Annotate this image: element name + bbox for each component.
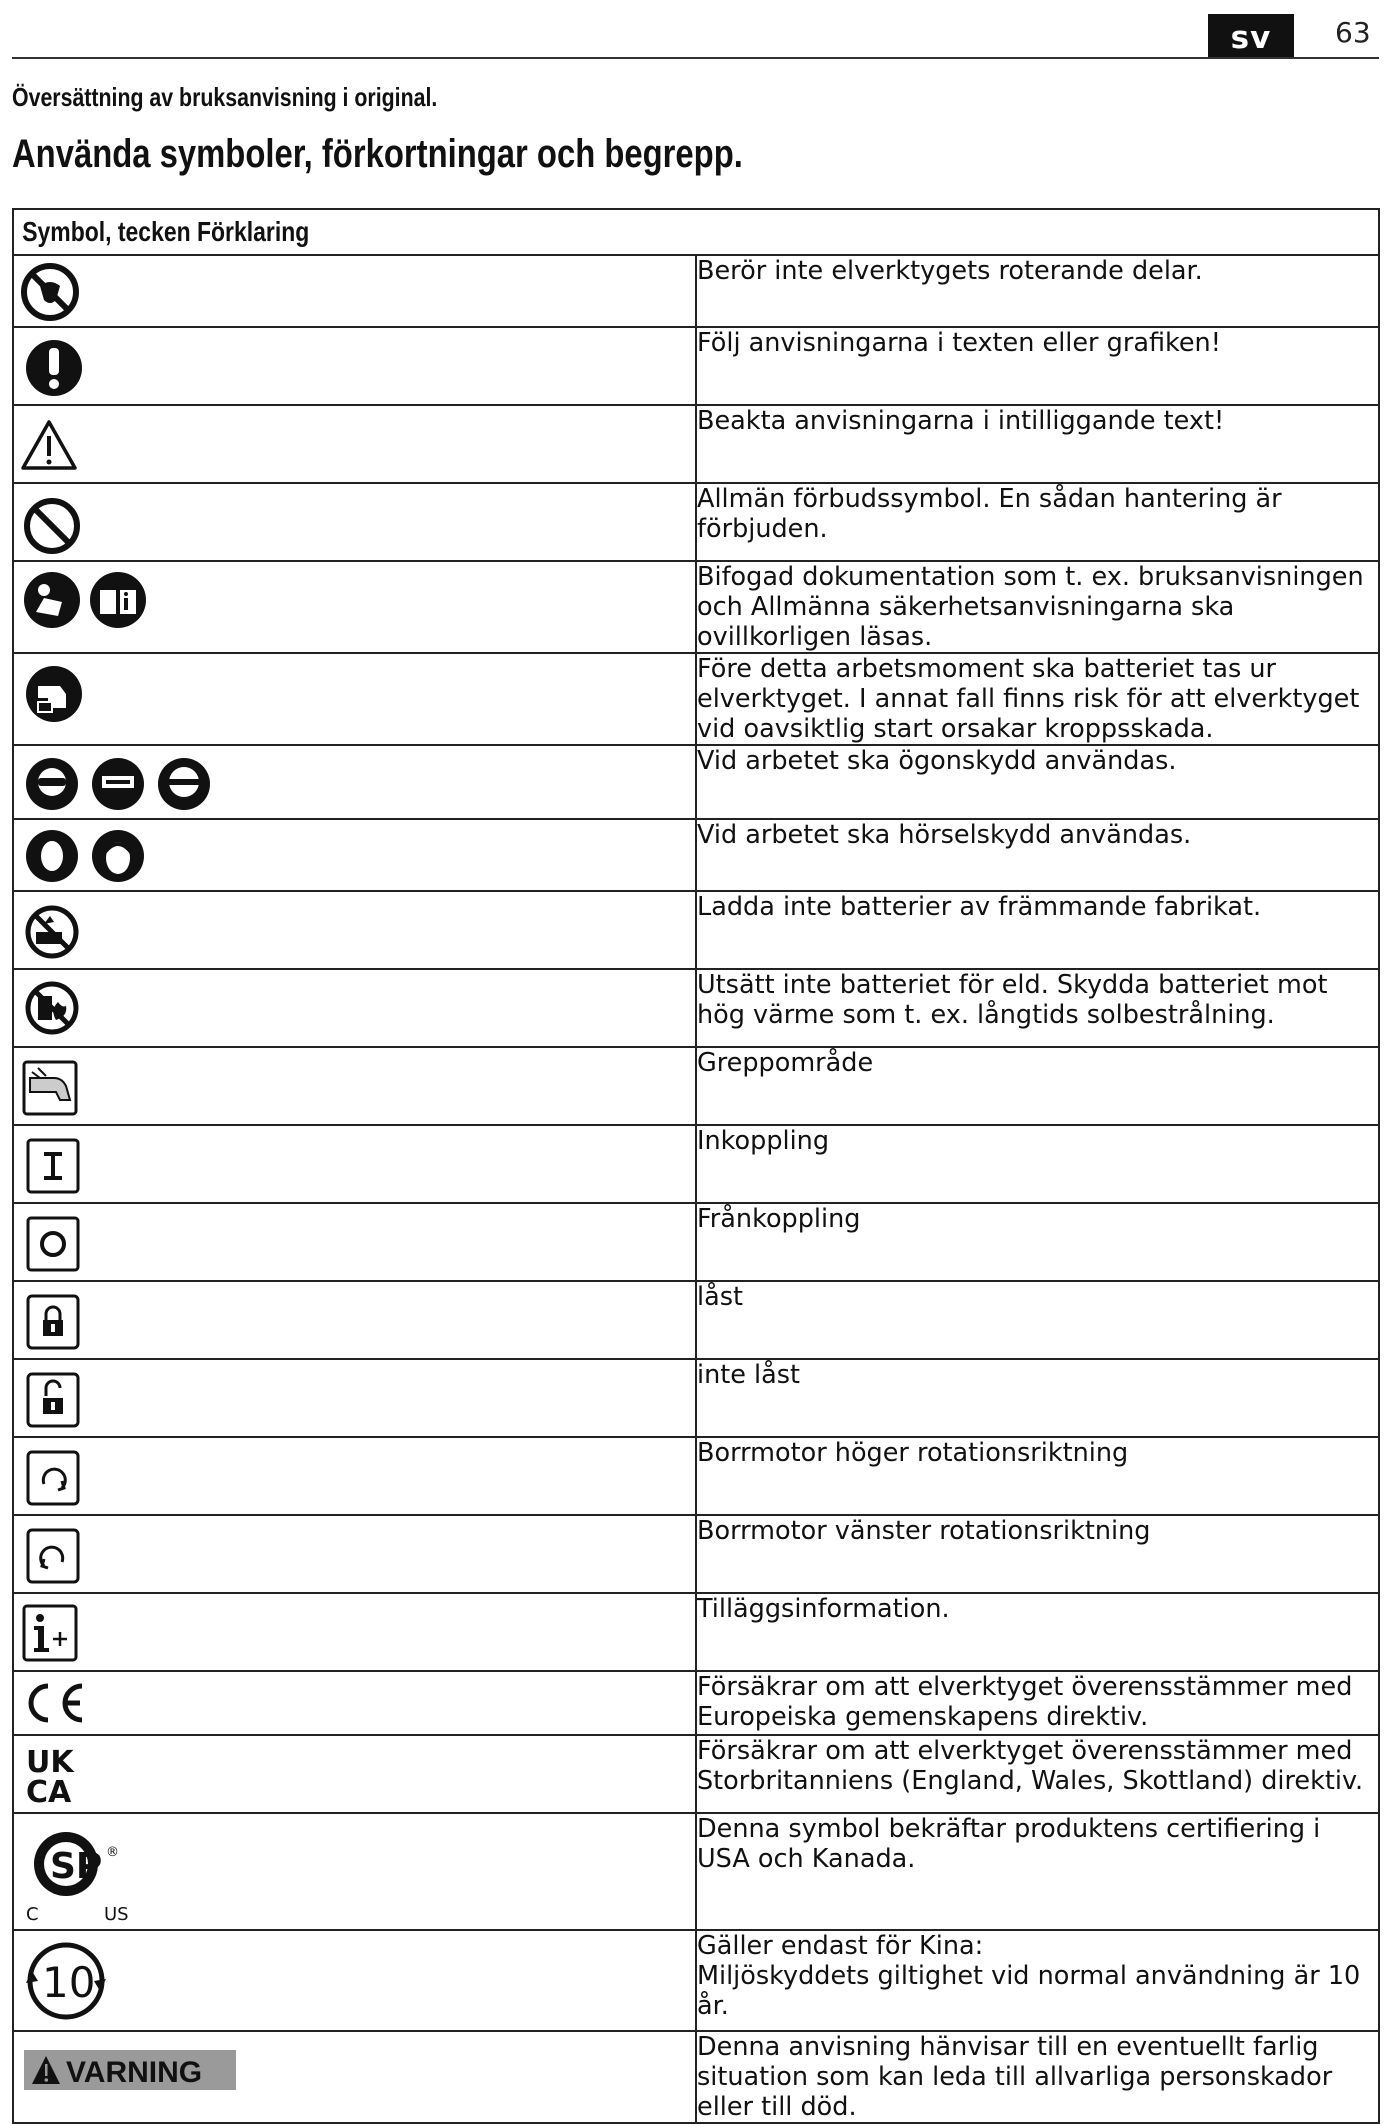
table-row [13,1671,1379,1735]
row-text: Försäkrar om att elverktyget överensstämmer med Europeiska gemenskapens direktiv. [697,1672,1353,1732]
grip-area-icon [14,1048,84,1124]
table-row [13,1813,1379,1930]
row-text: Inkoppling [697,1126,830,1156]
svg-text:VARNING: VARNING [66,2056,203,2089]
row-text: låst [697,1282,743,1312]
no-fire-battery-icon [14,970,84,1046]
language-badge: sv [1208,14,1294,57]
row-text: Allmän förbudssymbol. En sådan hantering är förbjuden. [697,484,1282,544]
prohibition-icon [14,484,84,560]
table-row [13,1515,1379,1593]
row-text: Denna anvisning hänvisar till en eventuellt farlig situation som kan leda till allvarliga personskador eller till död. [697,2032,1333,2122]
row-text: Greppområde [697,1048,874,1078]
remove-battery-icon [14,654,84,730]
table-row [13,1359,1379,1437]
svg-text:10: 10 [42,1958,96,2007]
csa-mark-icon [14,1814,134,1928]
ear-protection-icons [14,820,154,890]
row-text: Borrmotor vänster rotationsriktning [697,1516,1151,1546]
document-subtitle: Översättning av bruksanvisning i original. [12,82,438,112]
table-row [13,483,1379,561]
table-row [13,745,1379,819]
rotate-right-icon [14,1438,84,1514]
row-text: Beakta anvisningarna i intilliggande text! [697,406,1225,436]
table-row [13,819,1379,891]
row-text: Bifogad dokumentation som t. ex. bruksanvisningen och Allmänna säkerhetsanvisningarna ska ovillkorligen läsas. [697,562,1364,652]
row-text: Tilläggsinformation. [697,1594,950,1624]
row-text: Berör inte elverktygets roterande delar. [697,256,1203,286]
table-row [13,891,1379,969]
table-row [13,1735,1379,1813]
table-row [13,405,1379,483]
table-row [13,1930,1379,2031]
info-plus-icon [14,1594,84,1670]
table-row [13,653,1379,745]
row-text: Borrmotor höger rotationsriktning [697,1438,1129,1468]
svg-text:UK: UK [26,1745,74,1780]
svg-text:CA: CA [26,1775,72,1810]
no-foreign-battery-icon [14,892,84,968]
table-row [13,1125,1379,1203]
svg-text:US: US [104,1904,129,1925]
table-header: Symbol, tecken Förklaring [13,209,1379,255]
symbols-table [12,208,1380,2124]
table-row [13,1437,1379,1515]
row-text: inte låst [697,1360,801,1390]
read-manual-icons [14,562,154,638]
row-text: Vid arbetet ska hörselskydd användas. [697,820,1192,850]
svg-text:SP: SP [50,1846,103,1887]
table-row [13,1047,1379,1125]
table-row [13,969,1379,1047]
svg-text:C: C [26,1904,39,1925]
table-row [13,1281,1379,1359]
rotate-left-icon [14,1516,84,1592]
row-text: Ladda inte batterier av främmande fabrikat. [697,892,1262,922]
warning-label-icon [14,2032,254,2104]
table-row [13,1203,1379,1281]
page-title: Använda symboler, förkortningar och begrepp. [12,132,743,176]
row-text: Utsätt inte batteriet för eld. Skydda batteriet mot hög värme som t. ex. långtids solbestrålning. [697,970,1328,1030]
table-row [13,561,1379,653]
row-text: Följ anvisningarna i texten eller grafiken! [697,328,1221,358]
table-row [13,2031,1379,2123]
row-text: Före detta arbetsmoment ska batteriet tas ur elverktyget. I annat fall finns risk för att elverktyget vid oavsiktlig start orsakar kroppsskada. [697,654,1360,744]
svg-text:®: ® [106,1845,119,1860]
row-text: Försäkrar om att elverktyget överensstämmer med Storbritanniens (England, Wales, Skottland) direktiv. [697,1736,1364,1796]
ukca-mark-icon [14,1736,94,1812]
china-10-years-icon [14,1931,114,2029]
warning-triangle-icon [14,406,84,482]
header-divider [12,57,1379,59]
locked-icon [14,1282,84,1358]
switch-on-icon [14,1126,84,1202]
table-row [13,327,1379,405]
mandatory-exclamation-icon [14,328,84,404]
table-row [13,1593,1379,1671]
row-text: Denna symbol bekräftar produktens certifiering i USA och Kanada. [697,1814,1321,1874]
table-row [13,255,1379,327]
row-text: Vid arbetet ska ögonskydd användas. [697,746,1177,776]
switch-off-icon [14,1204,84,1280]
eye-protection-icons [14,746,214,818]
page-number: 63 [1335,16,1371,49]
row-text: Frånkoppling [697,1204,861,1234]
row-text: Gäller endast för Kina: Miljöskyddets giltighet vid normal användning är 10 år. [697,1931,1361,2021]
no-touch-rotating-icon [14,256,84,326]
unlocked-icon [14,1360,84,1436]
ce-mark-icon [14,1672,94,1734]
